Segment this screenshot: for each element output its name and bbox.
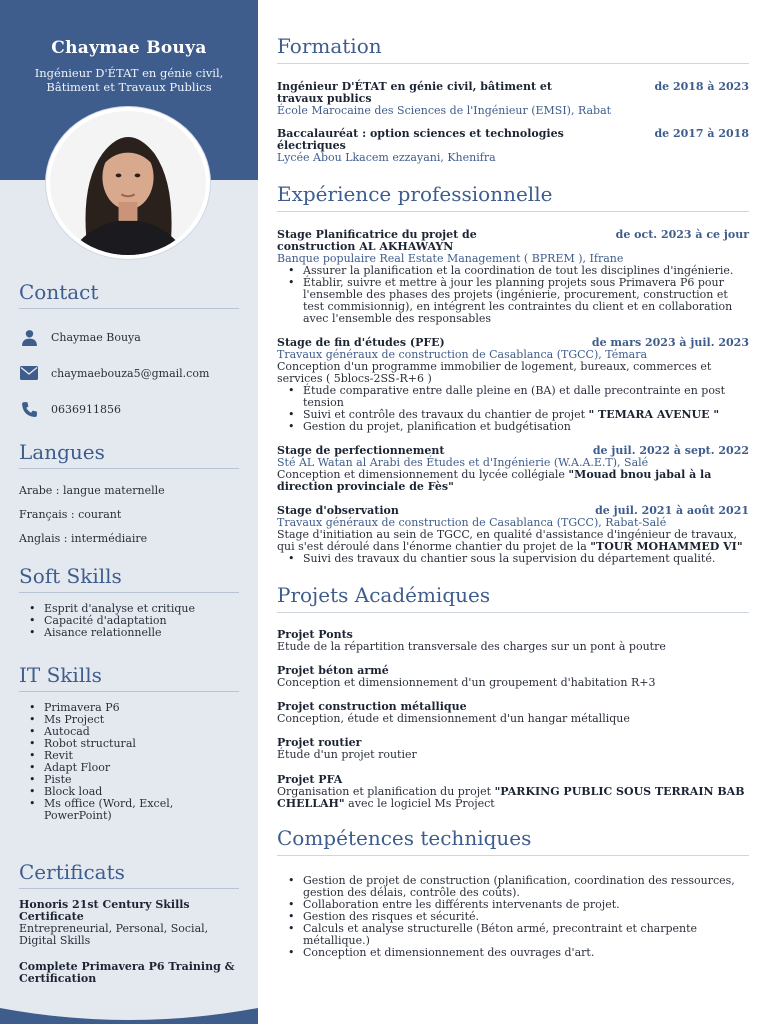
list-item: • Piste	[29, 774, 239, 786]
tech-skills-heading: Compétences techniques	[277, 826, 749, 856]
bullet-text: Suivi et contrôle des travaux du chantier de projet	[303, 408, 589, 421]
contact-email-row	[19, 355, 239, 391]
entry-date: de juil. 2021 à août 2021	[595, 504, 749, 517]
sidebar	[0, 0, 258, 1024]
entry-date: de juil. 2022 à sept. 2022	[592, 444, 749, 457]
project-entry	[277, 665, 749, 689]
description-text: Conception et dimensionnement du lycée collégiale	[277, 468, 569, 481]
list-item: • Ms office (Word, Excel, PowerPoint)	[29, 798, 239, 822]
list-item: • Étude comparative entre dalle pleine en (BA) et dalle precontrainte en post tension	[288, 385, 749, 409]
project-description: Étude d'un projet routier	[277, 748, 417, 761]
list-item: • Robot structural	[29, 738, 239, 750]
contact-section	[19, 280, 239, 427]
it-skills-list	[19, 702, 239, 822]
profile-name: Chaymae Bouya	[51, 38, 207, 58]
project-name: "PARKING PUBLIC SOUS TERRAIN BAB CHELLAH"	[277, 785, 745, 810]
entry-date: de 2017 à 2018	[654, 127, 749, 140]
language-item: Anglais : intermédiaire	[19, 532, 148, 545]
entry-org: École Marocaine des Sciences de l'Ingénieur (EMSI), Rabat	[277, 104, 612, 117]
experience-bullets	[277, 553, 749, 565]
entry-date: de 2018 à 2023	[654, 80, 749, 93]
project-name: "TOUR MOHAMMED VI"	[590, 540, 743, 553]
list-item: • Établir, suivre et mettre à jour les planning projets sous Primavera P6 pour l'ensemble des phases des projets (ingénierie, procurement, construction et test commisionnig), en intégrent les contraintes du client et en collaboration avec l'ensemble des responsables	[288, 277, 749, 325]
entry-date: de oct. 2023 à ce jour	[615, 228, 749, 241]
list-item: • Collaboration entre les différents intervenants de projet.	[288, 899, 749, 911]
contact-phone-row	[19, 391, 239, 427]
entry-title: Baccalauréat : option sciences et technologies électriques	[277, 127, 564, 152]
entry-org: Banque populaire Real Estate Management ( BPREM ), Ifrane	[277, 252, 624, 265]
certificates-heading: Certificats	[19, 860, 239, 889]
project-description: Conception, étude et dimensionnement d'un hangar métallique	[277, 712, 630, 725]
tech-skills-entry	[277, 875, 749, 959]
entry-title: Stage de perfectionnement	[277, 444, 445, 457]
project-name: "Mouad bnou jabal à la direction provinciale de Fès"	[277, 468, 712, 493]
list-item: • Autocad	[29, 726, 239, 738]
soft-skills-heading: Soft Skills	[19, 564, 239, 593]
it-skills-heading: IT Skills	[19, 663, 239, 692]
experience-entry	[277, 229, 749, 325]
languages-section	[19, 440, 239, 551]
list-item: • Revit	[29, 750, 239, 762]
tech-skills-list	[277, 875, 749, 959]
description-text: avec le logiciel Ms Project	[344, 797, 495, 810]
list-item: • Conception et dimensionnement des ouvrages d'art.	[288, 947, 749, 959]
experience-bullets	[277, 265, 749, 325]
project-title: Projet PFA	[277, 773, 343, 786]
list-item: • Capacité d'adaptation	[29, 615, 239, 627]
entry-date: de mars 2023 à juil. 2023	[591, 336, 749, 349]
profile-title: Ingénieur D'ÉTAT en génie civil, Bâtiment et Travaux Publics	[34, 66, 224, 94]
list-item: • Primavera P6	[29, 702, 239, 714]
experience-bullets	[277, 385, 749, 433]
list-item: • Block load	[29, 786, 239, 798]
bottom-wave	[0, 984, 258, 1024]
list-item: • Gestion de projet de construction (planification, coordination des ressources, gestion des délais, contrôle des coûts).	[288, 875, 749, 899]
list-item: • Assurer la planification et la coordination de tout les disciplines d'ingénierie.	[288, 265, 749, 277]
portrait-image	[50, 111, 206, 255]
description-text: Organisation et planification du projet	[277, 785, 495, 798]
user-icon	[19, 327, 39, 347]
experience-heading: Expérience professionnelle	[277, 182, 749, 212]
certificate-title: Complete Primavera P6 Training & Certification	[19, 960, 235, 985]
project-entry	[277, 737, 749, 761]
entry-org: Travaux généraux de construction de Casablanca (TGCC), Témara	[277, 348, 648, 361]
entry-description: Conception d'un programme immobilier de logement, bureaux, commerces et services ( 5blocs-2SS-R+6 )	[277, 360, 712, 385]
contact-name-row	[19, 319, 239, 355]
list-item: • Suivi des travaux du chantier sous la supervision du département qualité.	[288, 553, 749, 565]
list-item: • Calculs et analyse structurelle (Béton armé, precontraint et charpente métallique.)	[288, 923, 749, 947]
language-item: Français : courant	[19, 508, 122, 521]
entry-org: Sté AL Watan al Arabi des Études et d'Ingénierie (W.A.A.E.T), Salé	[277, 456, 649, 469]
profile-photo	[46, 107, 210, 259]
projects-heading: Projets Académiques	[277, 583, 749, 613]
list-item: • Gestion des risques et sécurité.	[288, 911, 749, 923]
project-entry	[277, 701, 749, 725]
project-title: Projet construction métallique	[277, 700, 467, 713]
formation-heading: Formation	[277, 34, 749, 64]
project-title: Projet béton armé	[277, 664, 389, 677]
list-item: • Ms Project	[29, 714, 239, 726]
it-skills-section	[19, 663, 239, 822]
list-item: • Gestion du projet, planification et budgétisation	[288, 421, 749, 433]
entry-title: Ingénieur D'ÉTAT en génie civil, bâtiment et travaux publics	[277, 80, 552, 105]
list-item: • Esprit d'analyse et critique	[29, 603, 239, 615]
entry-description	[277, 469, 749, 493]
project-entry	[277, 629, 749, 653]
envelope-icon	[19, 363, 39, 383]
project-title: Projet Ponts	[277, 628, 353, 641]
entry-title: Stage de fin d'études (PFE)	[277, 336, 445, 349]
entry-org: Travaux généraux de construction de Casablanca (TGCC), Rabat-Salé	[277, 516, 667, 529]
project-description: Etude de la répartition transversale des charges sur un pont à poutre	[277, 640, 666, 653]
soft-skills-section	[19, 564, 239, 639]
list-item: • Adapt Floor	[29, 762, 239, 774]
formation-entry	[277, 128, 749, 164]
entry-title: Stage d'observation	[277, 504, 399, 517]
project-description: Conception et dimensionnement d'un groupement d'habitation R+3	[277, 676, 656, 689]
entry-description	[277, 529, 749, 553]
experience-entry	[277, 445, 749, 493]
certificates-section	[19, 860, 239, 985]
list-item: • Aisance relationnelle	[29, 627, 239, 639]
experience-entry	[277, 505, 749, 565]
entry-title: Stage Planificatrice du projet de construction AL AKHAWAYN	[277, 228, 477, 253]
contact-name: Chaymae Bouya	[51, 330, 141, 344]
project-description	[277, 786, 749, 810]
contact-phone[interactable]: 0636911856	[51, 402, 121, 416]
certificate-subtitle: Entrepreneurial, Personal, Social, Digital Skills	[19, 922, 209, 947]
project-entry	[277, 774, 749, 810]
experience-entry	[277, 337, 749, 433]
entry-org: Lycée Abou Lkacem ezzayani, Khenifra	[277, 151, 496, 164]
project-title: Projet routier	[277, 736, 362, 749]
contact-email[interactable]: chaymaebouza5@gmail.com	[51, 366, 210, 380]
languages-heading: Langues	[19, 440, 239, 469]
contact-heading: Contact	[19, 280, 239, 309]
language-item: Arabe : langue maternelle	[19, 484, 165, 497]
description-text: Stage d'initiation au sein de TGCC, en qualité d'assistance d'ingénieur de travaux, qui s'est déroulé dans l'énorme chantier du projet de la	[277, 528, 737, 553]
project-name: " TEMARA AVENUE "	[588, 408, 720, 421]
certificate-title: Honoris 21st Century Skills Certificate	[19, 898, 190, 923]
phone-icon	[19, 399, 39, 419]
soft-skills-list	[19, 603, 239, 639]
formation-entry	[277, 81, 749, 117]
